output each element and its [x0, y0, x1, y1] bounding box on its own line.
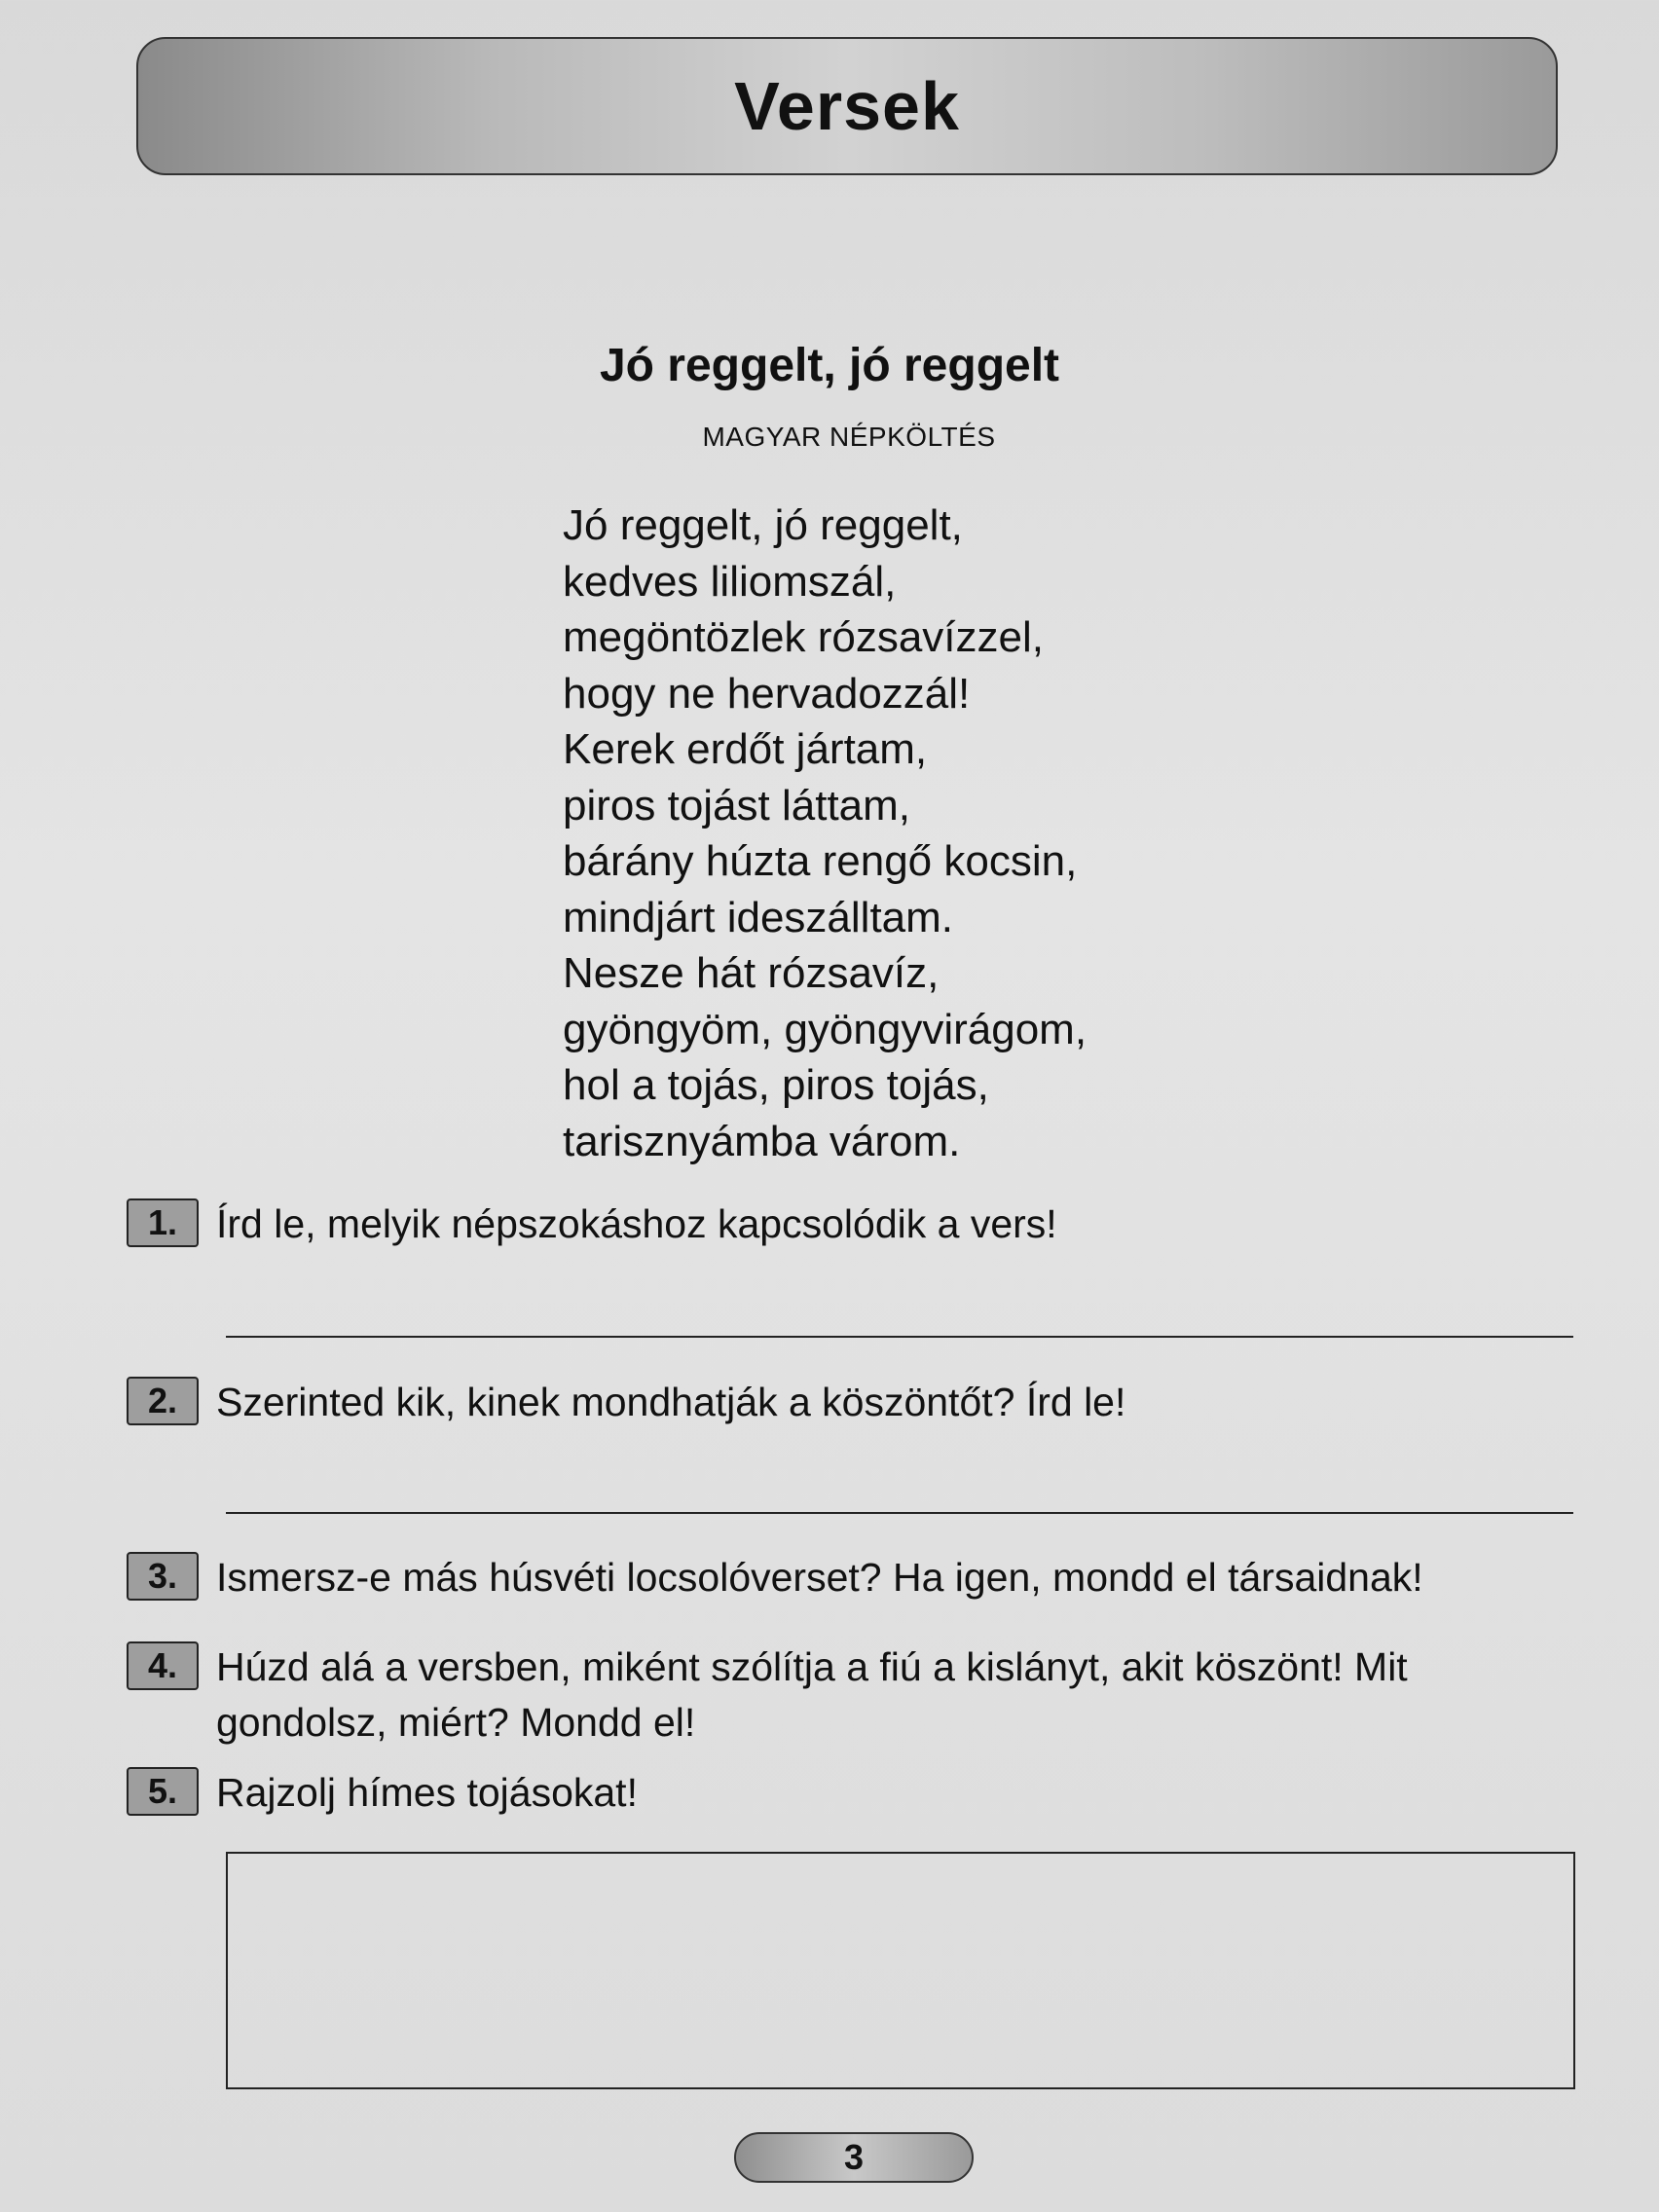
poem-line: bárány húzta rengő kocsin, — [563, 837, 1078, 885]
poem-title: Jó reggelt, jó reggelt — [599, 340, 1060, 391]
task-number-badge: 1. — [127, 1198, 199, 1247]
poem-line: piros tojást láttam, — [563, 781, 911, 830]
page-number — [734, 2132, 974, 2183]
answer-line-2[interactable] — [226, 1512, 1573, 1514]
task-number-badge: 5. — [127, 1767, 199, 1816]
task-instruction: Ismersz-e más húsvéti locsolóverset? Ha igen, mondd el társaidnak! — [216, 1555, 1423, 1600]
poem-line: megöntözlek rózsavízzel, — [563, 613, 1044, 661]
task-number-badge: 2. — [127, 1377, 199, 1425]
poem-line: hol a tojás, piros tojás, — [563, 1061, 989, 1109]
task-instruction: Húzd alá a versben, miként szólítja a fiú a kislányt, akit köszönt! Mit gondolsz, miért? Mondd el! — [216, 1644, 1408, 1745]
poem-line: gyöngyöm, gyöngyvirágom, — [563, 1005, 1088, 1053]
poem-author: MAGYAR NÉPKÖLTÉS — [702, 422, 996, 452]
task-instruction: Írd le, melyik népszokáshoz kapcsolódik a vers! — [216, 1201, 1057, 1246]
drawing-area[interactable] — [226, 1852, 1575, 2089]
poem-line: kedves liliomszál, — [563, 557, 897, 606]
poem-line: hogy ne hervadozzál! — [563, 669, 971, 718]
poem-line: mindjárt ideszálltam. — [563, 893, 954, 941]
section-title: Versek — [734, 68, 960, 144]
task-number-badge: 4. — [127, 1641, 199, 1690]
poem-line: Nesze hát rózsavíz, — [563, 949, 940, 997]
poem-line: tarisznyámba várom. — [563, 1117, 961, 1165]
poem-line: Jó reggelt, jó reggelt, — [563, 501, 963, 549]
answer-line-1[interactable] — [226, 1336, 1573, 1338]
poem-body — [563, 498, 1303, 1169]
header-banner — [136, 37, 1558, 175]
poem-line: Kerek erdőt jártam, — [563, 725, 928, 773]
task-instruction: Rajzolj hímes tojásokat! — [216, 1770, 638, 1815]
page-number-label: 3 — [843, 2137, 865, 2177]
task-number-badge: 3. — [127, 1552, 199, 1601]
task-instruction: Szerinted kik, kinek mondhatják a köszöntőt? Írd le! — [216, 1380, 1126, 1424]
